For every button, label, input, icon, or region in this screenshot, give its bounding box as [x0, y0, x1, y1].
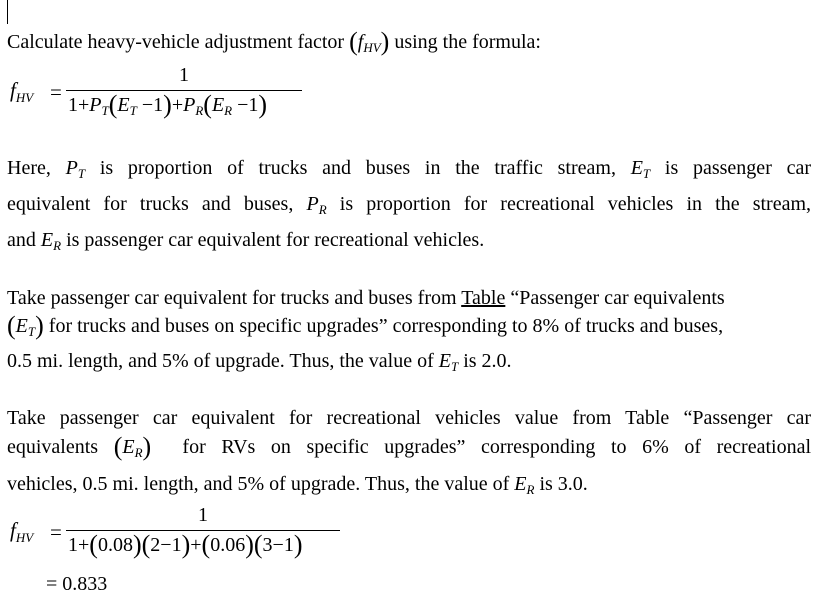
text-cursor	[7, 0, 8, 24]
formula2-equals: =	[50, 520, 62, 544]
para3-line3: vehicles, 0.5 mi. length, and 5% of upgrade. Thus, the value of $E_R$ is 3.0.	[7, 473, 588, 497]
formula1-equals: =	[50, 80, 62, 104]
formula1-denominator: $1+P_T(E_T -1)+P_R(E_R -1)$	[68, 90, 268, 119]
intro-line: Calculate heavy-vehicle adjustment factor $(f_{HV})$ using the formula:	[7, 27, 541, 56]
formula2-denominator: 1+(0.08)(2−1)+(0.06)(3−1)	[68, 530, 303, 559]
para1-line2: equivalent for trucks and buses, $P_R$ is proportion for recreational vehicles in the stream,	[7, 193, 812, 217]
intro-text-end: using the formula:	[394, 31, 541, 53]
para1-line3: and $E_R$ is passenger car equivalent for recreational vehicles.	[7, 229, 485, 253]
formula1-lhs: f	[10, 78, 16, 102]
formula2-lhs: f	[10, 518, 16, 542]
fhv-subscript: HV	[363, 40, 381, 55]
formula2-numerator: 1	[198, 504, 208, 526]
para2-line2: $(E_T)$ for trucks and buses on specific upgrades” corresponding to 8% of trucks and buses,	[7, 311, 724, 340]
fhv-symbol: f	[357, 31, 364, 53]
para2-line3: 0.5 mi. length, and 5% of upgrade. Thus, the value of $E_T$ is 2.0.	[7, 350, 512, 374]
para1-line1: Here, $P_T$ is proportion of trucks and buses in the traffic stream, $E_T$ is passenger car	[7, 157, 812, 181]
formula1-lhs-sub: HV	[15, 90, 34, 106]
formula1-numerator: 1	[179, 64, 189, 86]
formula2-lhs-sub: HV	[15, 530, 34, 546]
intro-text: Calculate heavy-vehicle adjustment factor	[7, 31, 345, 53]
formula2-result: = 0.833	[46, 573, 108, 595]
para3-line2: equivalents $(E_R)$ for RVs on specific upgrades” corresponding to 6% of recreational	[7, 432, 812, 461]
table-link[interactable]: Table	[461, 287, 506, 309]
para3-line1: Take passenger car equivalent for recreational vehicles value from Table “Passenger car	[7, 407, 811, 429]
para2-line1: Take passenger car equivalent for trucks and buses from Table “Passenger car equivalents	[7, 287, 725, 309]
